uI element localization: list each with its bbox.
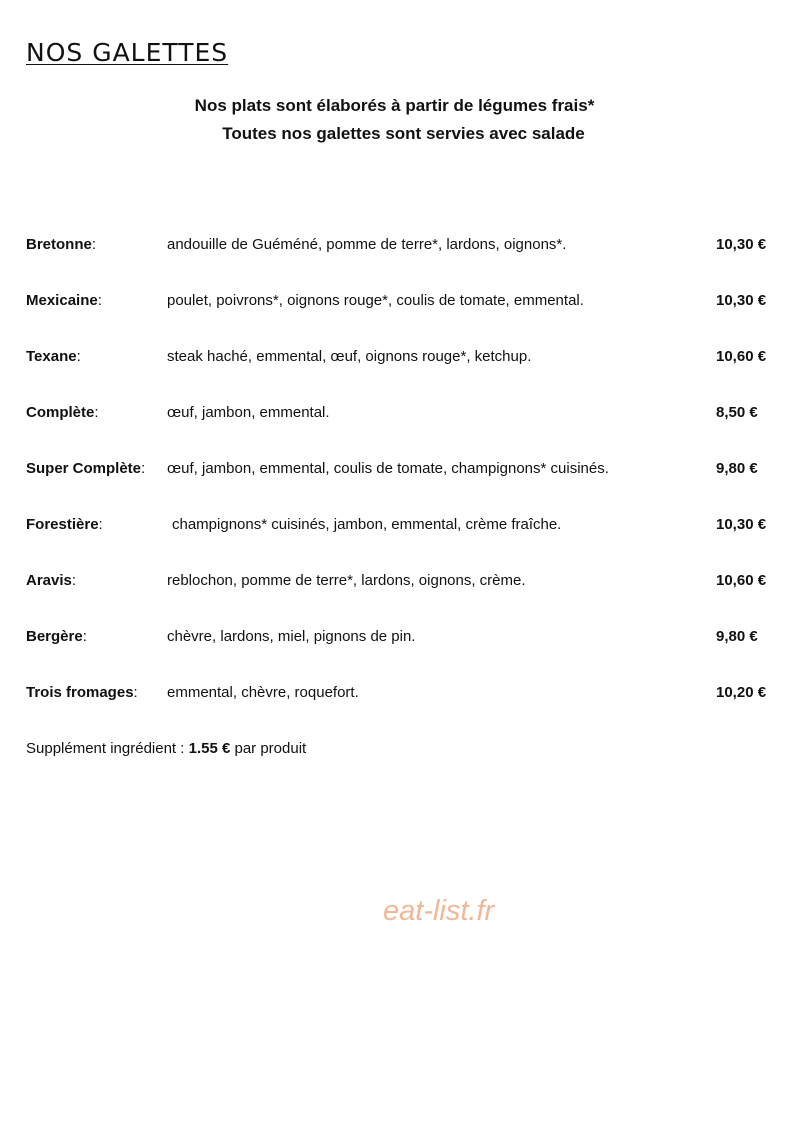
menu-item-price: 10,30 € [716,236,767,253]
menu-item-price: 10,30 € [716,292,767,309]
menu-item-description: steak haché, emmental, œuf, oignons rouge*, ketchup. [167,348,532,365]
menu-item [26,513,786,569]
menu-item-price: 10,60 € [716,572,767,589]
menu-item [26,345,786,401]
menu-item [26,681,786,737]
menu-item [26,401,786,457]
menu-item-price: 8,50 € [716,404,758,421]
menu-item-name: Texane: [26,348,81,365]
menu-item-description: reblochon, pomme de terre*, lardons, oignons, crème. [167,572,526,589]
menu-item-price: 9,80 € [716,460,758,477]
menu-item-description: poulet, poivrons*, oignons rouge*, coulis de tomate, emmental. [167,292,584,309]
supplement-prefix: Supplément ingrédient : [26,740,189,757]
menu-item-name: Bergère: [26,628,87,645]
menu-item-description: œuf, jambon, emmental, coulis de tomate, champignons* cuisinés. [167,460,609,477]
menu-item-name: Forestière: [26,516,103,533]
supplement-note [26,737,306,761]
menu-item-name: Complète: [26,404,99,421]
menu-item-name: Trois fromages: [26,684,138,701]
menu-item-name: Super Complète: [26,460,146,477]
menu-item [26,625,786,681]
menu-item-price: 10,60 € [716,348,767,365]
galettes-menu-list [26,233,786,737]
menu-item-name: Aravis: [26,572,77,589]
watermark-text: eat-list.fr [383,895,495,927]
menu-item [26,569,786,625]
supplement-amount: 1.55 € [188,740,231,757]
menu-item-description: chèvre, lardons, miel, pignons de pin. [167,628,416,645]
menu-item [26,289,786,345]
menu-item-name: Mexicaine: [26,292,102,309]
intro-line-salad: Toutes nos galettes sont servies avec salade [222,124,585,143]
menu-item-description: emmental, chèvre, roquefort. [167,684,359,701]
menu-item-description: andouille de Guéméné, pomme de terre*, lardons, oignons*. [167,236,567,253]
menu-item-price: 9,80 € [716,628,758,645]
page-title: NOS GALETTES [26,38,229,67]
menu-item-price: 10,30 € [716,516,767,533]
intro-line-fresh-vegetables: Nos plats sont élaborés à partir de légumes frais* [194,96,595,115]
supplement-suffix: par produit [230,740,307,757]
menu-item [26,457,786,513]
menu-item [26,233,786,289]
intro-text [0,92,793,148]
menu-item-price: 10,20 € [716,684,767,701]
menu-item-description: champignons* cuisinés, jambon, emmental, crème fraîche. [172,516,562,533]
menu-item-name: Bretonne: [26,236,97,253]
menu-item-description: œuf, jambon, emmental. [167,404,330,421]
